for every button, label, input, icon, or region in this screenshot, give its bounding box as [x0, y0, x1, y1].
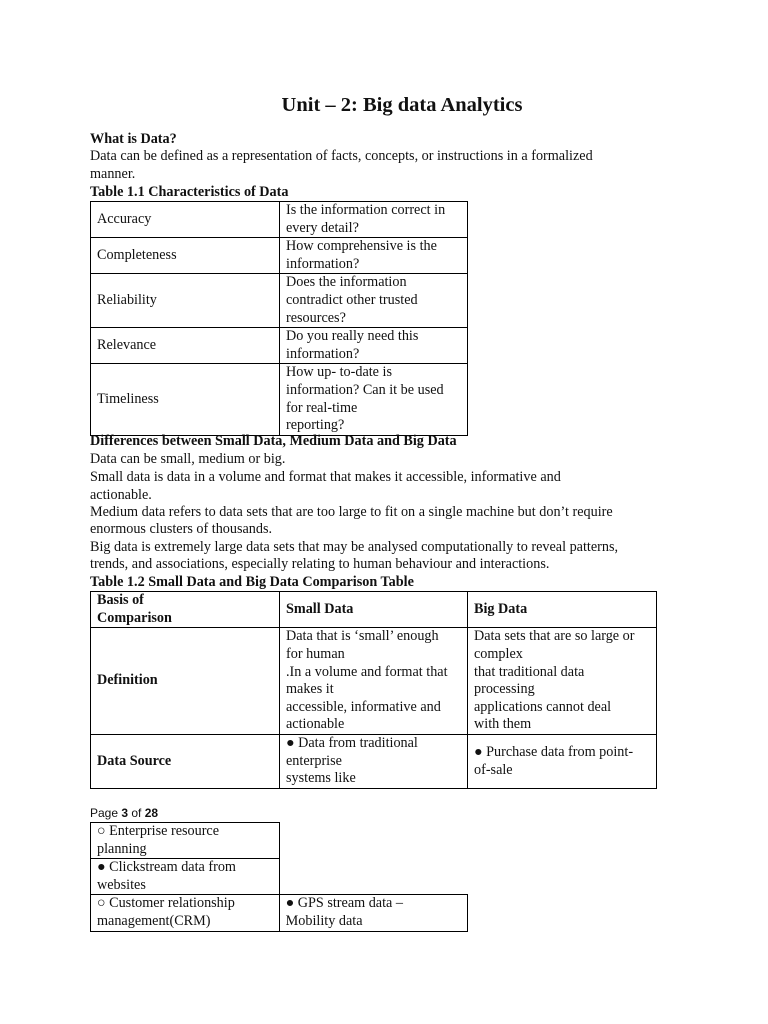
cell-line: information? [286, 345, 360, 362]
cell-line: complex [474, 646, 523, 662]
cell-line: enterprise [286, 752, 342, 769]
cell-line: actionable [286, 716, 345, 733]
cell-line: contradict other trusted [286, 291, 418, 308]
table-row-definition [91, 628, 657, 735]
table-row [91, 274, 468, 328]
table-cell-small [91, 859, 280, 895]
cell-line: How comprehensive is the [286, 238, 437, 255]
table-cell-small [280, 735, 468, 789]
cell-line: planning [97, 840, 147, 857]
cell-line: reporting? [286, 417, 345, 434]
cell-line: applications cannot deal [474, 698, 612, 715]
cell-line: ○ Enterprise resource [97, 823, 220, 839]
table-cell-desc [280, 274, 468, 328]
table-row [91, 202, 468, 238]
table-cell-small [91, 895, 280, 931]
table-cell-big [468, 735, 657, 789]
differences-paragraph-3-line-1: Medium data refers to data sets that are too large to fit on a single machine but don’t require [90, 504, 613, 520]
cell-line: ○ Customer relationship [97, 895, 235, 912]
differences-paragraph-1: Data can be small, medium or big. [90, 451, 286, 467]
table-row [91, 859, 468, 895]
cell-line: resources? [286, 309, 346, 326]
differences-paragraph-4-line-2: trends, and associations, especially relating to human behaviour and interactions. [90, 556, 550, 572]
cell-line: with them [474, 716, 532, 733]
cell-line: .In a volume and format that [286, 663, 448, 680]
cell-line: Comparison [97, 609, 172, 626]
differences-paragraph-2-line-2: actionable. [90, 487, 152, 503]
page-number [90, 805, 158, 823]
table-cell-desc [280, 328, 468, 364]
table-cell-desc [280, 364, 468, 435]
characteristics-table [90, 201, 468, 436]
cell-line: Does the information [286, 274, 407, 291]
cell-line: processing [474, 681, 535, 698]
table-cell-term: Reliability [91, 274, 280, 328]
differences-paragraph-4-line-1: Big data is extremely large data sets that may be analysed computationally to reveal patterns, [90, 539, 619, 555]
cell-line: Basis of [97, 592, 144, 608]
cell-line: every detail? [286, 219, 359, 236]
table2-caption: Table 1.2 Small Data and Big Data Comparison Table [90, 574, 414, 590]
cell-line: ● Purchase data from point- [474, 743, 634, 760]
cell-line: information? [286, 255, 360, 272]
what-is-data-heading: What is Data? [90, 131, 177, 147]
cell-line: ● Data from traditional [286, 735, 418, 752]
cell-line: Data sets that are so large or [474, 628, 635, 645]
row-label-definition: Definition [91, 628, 280, 735]
cell-line: Mobility data [285, 912, 363, 929]
cell-line: ● GPS stream data – [285, 895, 403, 912]
table-cell-term: Relevance [91, 328, 280, 364]
table-row [91, 364, 468, 435]
table-cell-empty [279, 859, 467, 895]
table-cell-desc [280, 202, 468, 238]
comparison-table-continued [90, 822, 468, 932]
cell-line: for human [286, 646, 345, 662]
table-row-data-source [91, 735, 657, 789]
cell-line: management(CRM) [97, 912, 211, 929]
page-number-total: 28 [144, 806, 159, 820]
what-is-data-text-line-1: Data can be defined as a representation of facts, concepts, or instructions in a formalized [90, 148, 593, 164]
table-cell-big [279, 895, 467, 931]
page-number-current: 3 [121, 806, 129, 820]
table-row [91, 823, 468, 859]
comparison-table [90, 591, 657, 789]
table1-caption: Table 1.1 Characteristics of Data [90, 184, 289, 200]
cell-line: makes it [286, 681, 334, 698]
cell-line: Do you really need this [286, 328, 419, 345]
table-row [91, 238, 468, 274]
cell-line: information? Can it be used [286, 381, 444, 398]
table-cell-term: Accuracy [91, 202, 280, 238]
differences-paragraph-3-line-2: enormous clusters of thousands. [90, 521, 273, 537]
page-title: Unit – 2: Big data Analytics [281, 94, 523, 116]
table-row [91, 328, 468, 364]
cell-line: systems like [286, 770, 356, 787]
row-label-data-source: Data Source [91, 735, 280, 789]
table-cell-desc [280, 238, 468, 274]
page-number-of: of [128, 806, 145, 820]
table-cell-term: Completeness [91, 238, 280, 274]
what-is-data-text-line-2: manner. [90, 166, 136, 182]
cell-line: accessible, informative and [286, 698, 441, 715]
cell-line: How up- to-date is [286, 364, 392, 381]
cell-line: Is the information correct in [286, 202, 446, 218]
cell-line: of-sale [474, 761, 513, 778]
table-cell-empty [279, 823, 467, 859]
header-cell-big-data: Big Data [468, 592, 657, 628]
cell-line: ● Clickstream data from [97, 859, 236, 876]
cell-line: that traditional data [474, 663, 585, 680]
table-header-row [91, 592, 657, 628]
table-cell-term: Timeliness [91, 364, 280, 435]
table-row [91, 895, 468, 931]
cell-line: for real-time [286, 399, 358, 416]
cell-line: websites [97, 876, 146, 893]
table-cell-big [468, 628, 657, 735]
differences-heading: Differences between Small Data, Medium Data and Big Data [90, 433, 457, 449]
table-cell-small [91, 823, 280, 859]
page-number-prefix: Page [90, 806, 122, 820]
header-cell-basis [91, 592, 280, 628]
differences-paragraph-2-line-1: Small data is data in a volume and format that makes it accessible, informative and [90, 469, 561, 485]
cell-line: Data that is ‘small’ enough [286, 628, 439, 645]
header-cell-small-data: Small Data [280, 592, 468, 628]
table-cell-small [280, 628, 468, 735]
